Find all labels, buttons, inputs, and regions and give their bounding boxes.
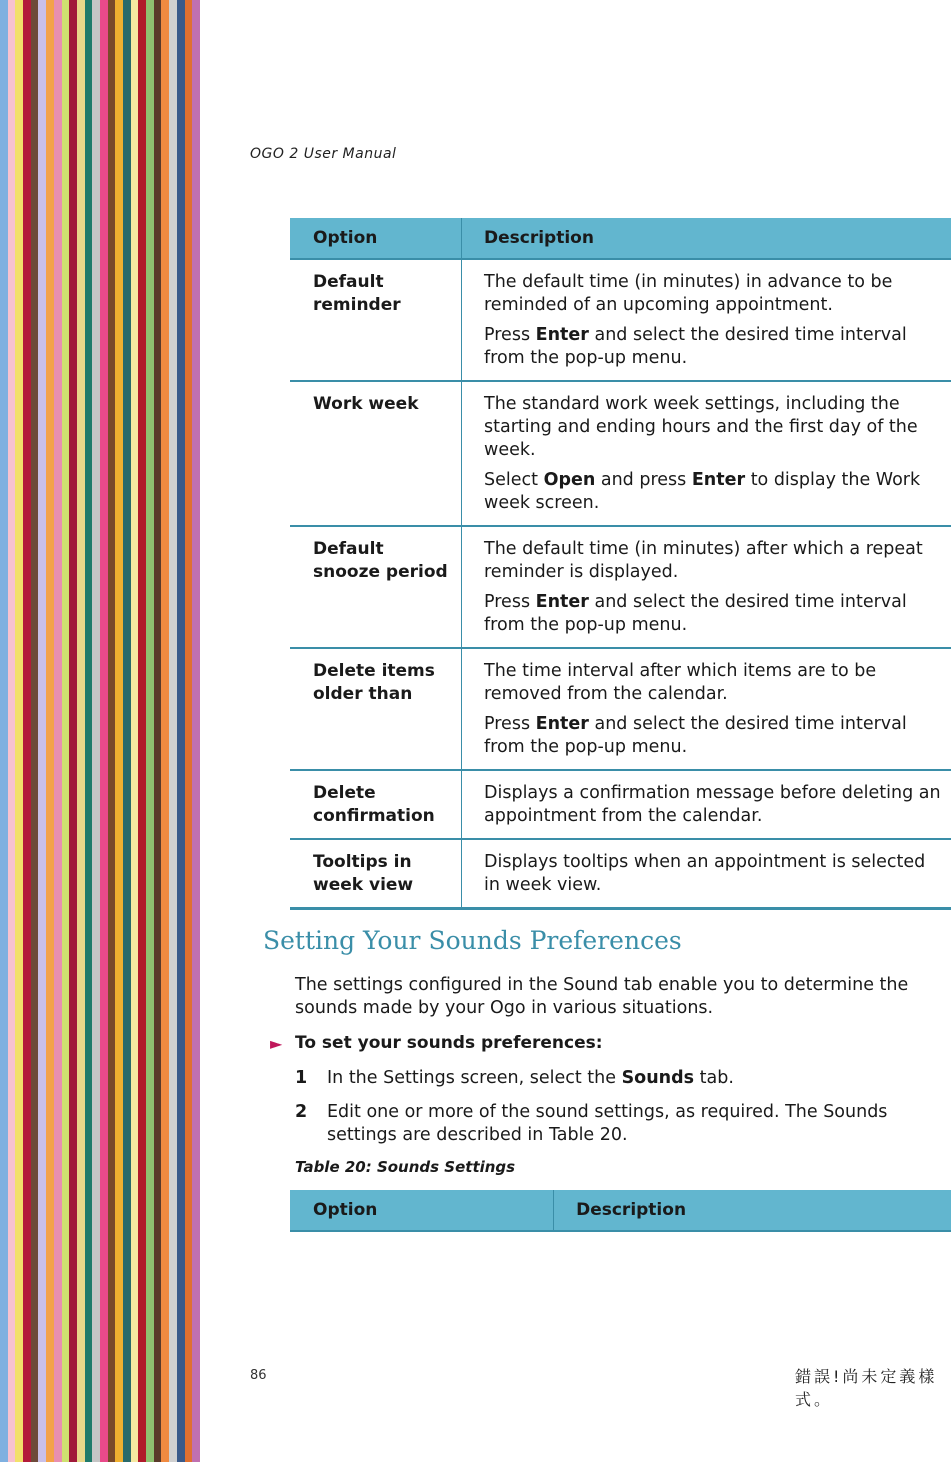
table-row [290,259,951,381]
step-number: 1 [295,1068,308,1088]
header-description: Description [554,1190,951,1231]
stripe [123,0,131,1462]
text-run: The standard work week settings, including the starting and ending hours and the first day of the week. [484,394,918,460]
text-run: The default time (in minutes) in advance to be reminded of an upcoming appointment. [484,272,893,315]
task-arrow-icon: ► [270,1033,283,1053]
text-run: Displays a confirmation message before deleting an appointment from the calendar. [484,783,941,826]
text-run: tab. [694,1068,734,1088]
stripe [46,0,54,1462]
text-run: The time interval after which items are to be removed from the calendar. [484,661,877,704]
stripe [100,0,108,1462]
description-paragraph [484,660,941,706]
option-description [462,259,951,381]
text-run: Select [484,470,544,490]
stripe [38,0,46,1462]
description-paragraph [484,851,941,897]
stripe [161,0,169,1462]
table-caption: Table 20: Sounds Settings [295,1158,516,1176]
table-row [290,839,951,909]
step-number: 2 [295,1102,308,1122]
stripe [146,0,154,1462]
step-text [327,1067,927,1090]
text-run: In the Settings screen, select the [327,1068,622,1088]
option-name: Tooltips in week view [290,839,462,909]
option-description [462,839,951,909]
stripe [138,0,146,1462]
options-table [290,218,951,910]
bold-term: Enter [535,325,589,345]
bold-term: Enter [535,714,589,734]
bold-term: Enter [691,470,746,490]
header-option: Option [290,218,462,259]
sounds-table [290,1190,951,1232]
option-description [462,526,951,648]
footer-style-mark: 錯誤!尚未定義樣式。 [795,1367,938,1409]
stripe [15,0,23,1462]
description-paragraph [484,393,941,462]
stripe [69,0,77,1462]
text-run: Press [484,714,536,734]
step-text [327,1101,927,1147]
text-run: Press [484,325,536,345]
text-run: The default time (in minutes) after which a repeat reminder is displayed. [484,539,923,582]
description-paragraph [484,591,941,637]
text-run: Edit one or more of the sound settings, as required. The Sounds settings are described in Table 20. [327,1102,888,1145]
option-name: Delete items older than [290,648,462,770]
table-row [290,648,951,770]
option-name: Default reminder [290,259,462,381]
option-description [462,648,951,770]
stripe [54,0,62,1462]
table-header-row [290,218,951,259]
text-run: and select the desired time interval from the pop-up menu. [484,592,907,635]
option-name: Default snooze period [290,526,462,648]
decorative-stripes [0,0,200,1462]
description-paragraph [484,271,941,317]
stripe [177,0,185,1462]
section-heading: Setting Your Sounds Preferences [263,926,682,955]
table-row [290,526,951,648]
stripe [85,0,93,1462]
section-intro: The settings configured in the Sound tab enable you to determine the sounds made by your Ogo in various situations. [295,975,909,1018]
bold-term: Enter [535,592,589,612]
description-paragraph [484,538,941,584]
stripe [77,0,85,1462]
bold-term: Sounds [621,1068,695,1088]
description-paragraph [484,324,941,370]
stripe [0,0,8,1462]
option-name: Delete confirmation [290,770,462,839]
step-item [295,1067,935,1090]
stripe [23,0,31,1462]
stripe [192,0,200,1462]
option-description [462,381,951,526]
option-description [462,770,951,839]
stripe [154,0,162,1462]
option-name: Work week [290,381,462,526]
stripe [115,0,123,1462]
text-run: Displays tooltips when an appointment is selected in week view. [484,852,926,895]
text-run: and press [595,470,692,490]
description-paragraph [484,782,941,828]
description-paragraph [484,713,941,759]
text-run: to display the Work week screen. [484,470,921,513]
step-item [295,1101,935,1147]
table-header-row [290,1190,951,1231]
stripe [31,0,39,1462]
stripe [169,0,177,1462]
description-paragraph [484,469,941,515]
text-run: and select the desired time interval from the pop-up menu. [484,325,907,368]
stripe [185,0,193,1462]
task-title: To set your sounds preferences: [295,1033,603,1053]
bold-term: Open [543,470,596,490]
text-run: and select the desired time interval from the pop-up menu. [484,714,907,757]
stripe [131,0,139,1462]
page-number: 86 [250,1368,267,1383]
table-row [290,381,951,526]
stripe [8,0,16,1462]
stripe [62,0,70,1462]
task-heading [270,1033,603,1053]
table-row [290,770,951,839]
text-run: Press [484,592,536,612]
stripe [108,0,116,1462]
header-option: Option [290,1190,554,1231]
manual-title: OGO 2 User Manual [250,146,397,162]
header-description: Description [462,218,951,259]
stripe [92,0,100,1462]
